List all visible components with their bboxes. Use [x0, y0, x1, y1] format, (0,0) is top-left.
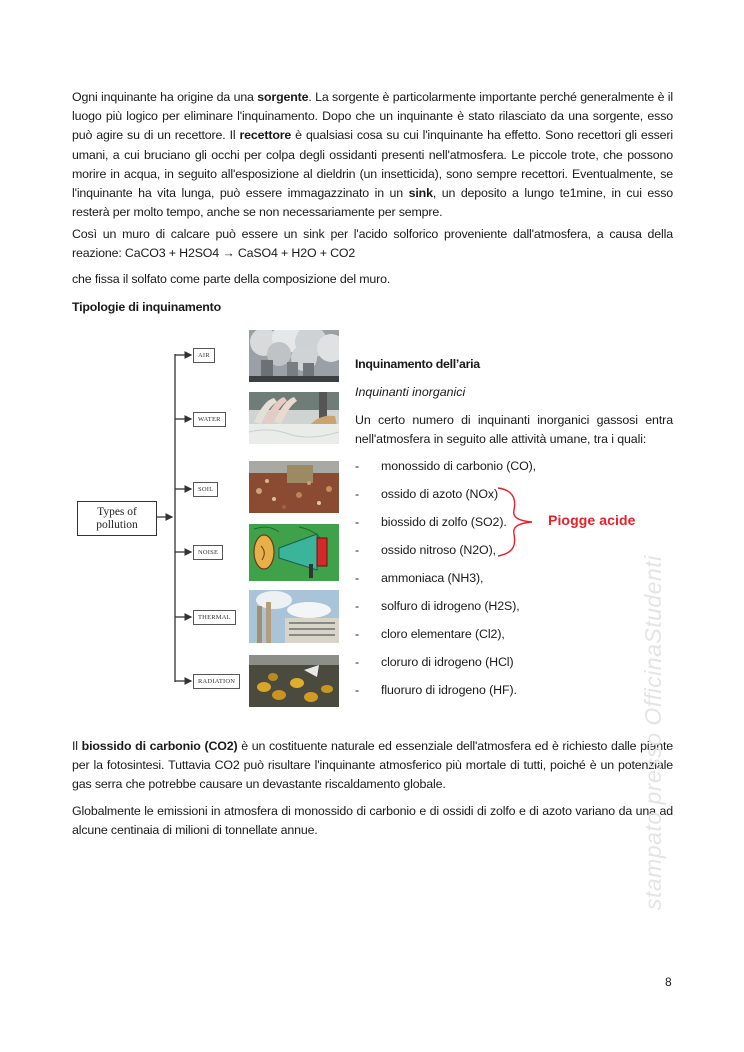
term-sink: sink: [408, 186, 433, 201]
category-noise: NOISE: [193, 545, 223, 560]
reaction-arrow-icon: →: [222, 246, 235, 261]
types-of-pollution-box: Types of pollution: [77, 501, 157, 536]
intro-paragraph: Ogni inquinante ha origine da una sorgente. La sorgente è particolarmente importante perché generalmente è il luogo più logico per eliminare l'inquinamento. Dopo che un inquinante è stato rilasciato da una sorgente, esso può agire su di un recettore. Il recettore è qualsiasi cosa su cui l'inquinante ha effetto. Sono recettori gli esseri umani, a cui bruciano gli occhi per colpa degli ossidanti presenti nell'atmosfera. Le piccole trote, che possono morire in acqua, in seguito all'esposizione al dieldrin (un insetticida), sono sempre recettori. Eventualmente, se l'inquinante ha vita lunga, può essere immagazzinato in un sink, un deposito a lungo te1mine, in cui esso resterà per molto tempo, anche se non necessariamente per sempre.: [72, 90, 673, 220]
thermal-pollution-image: [249, 590, 339, 643]
inorganic-pollutants-subtitle: Inquinanti inorganici: [355, 385, 466, 399]
category-air: AIR: [193, 348, 215, 363]
air-pollution-title: Inquinamento dell’aria: [355, 357, 480, 371]
radiation-pollution-image: [249, 655, 339, 707]
term-co2: biossido di carbonio (CO2): [81, 739, 238, 753]
reaction-paragraph: Così un muro di calcare può essere un sink per l'acido solforico proveniente dall'atmosfera, a causa della reazione: CaCO3 + H2SO4 → CaSO4 + H2O + CO2: [72, 227, 673, 261]
emissions-paragraph: Globalmente le emissioni in atmosfera di monossido di carbonio e di ossidi di zolfo e di azoto variano da una ad alcune centinaia di milioni di tonnellate annue.: [72, 804, 673, 838]
air-pollution-image: [249, 330, 339, 382]
section-heading: Tipologie di inquinamento: [72, 300, 221, 314]
term-sorgente: sorgente: [257, 90, 309, 104]
category-thermal: THERMAL: [193, 610, 236, 625]
term-recettore: recettore: [239, 128, 292, 143]
watermark: stampato presso OfficinaStudenti: [640, 555, 666, 910]
category-radiation: RADIATION: [193, 674, 240, 689]
category-soil: SOIL: [193, 482, 218, 497]
category-water: WATER: [193, 412, 226, 427]
acid-rain-annotation: Piogge acide: [548, 512, 636, 528]
page-number: 8: [665, 975, 672, 989]
soil-pollution-image: [249, 461, 339, 513]
co2-paragraph: Il biossido di carbonio (CO2) è un costituente naturale ed essenziale dell'atmosfera ed è richiesto dalle piante per la fotosintesi. Tuttavia CO2 può risultare l'inquinante atmosferico più mortale di tutti, poiché è un potenziale gas serra che potrebbe causare un devastante riscaldamento globale.: [72, 739, 674, 792]
sulfate-paragraph: che fissa il solfato come parte della composizione del muro.: [72, 272, 391, 286]
noise-pollution-image: [249, 524, 339, 581]
water-pollution-image: [249, 392, 339, 444]
air-pollution-intro: Un certo numero di inquinanti inorganici gassosi entra nell'atmosfera in seguito alle attività umane, tra i quali:: [355, 413, 673, 447]
